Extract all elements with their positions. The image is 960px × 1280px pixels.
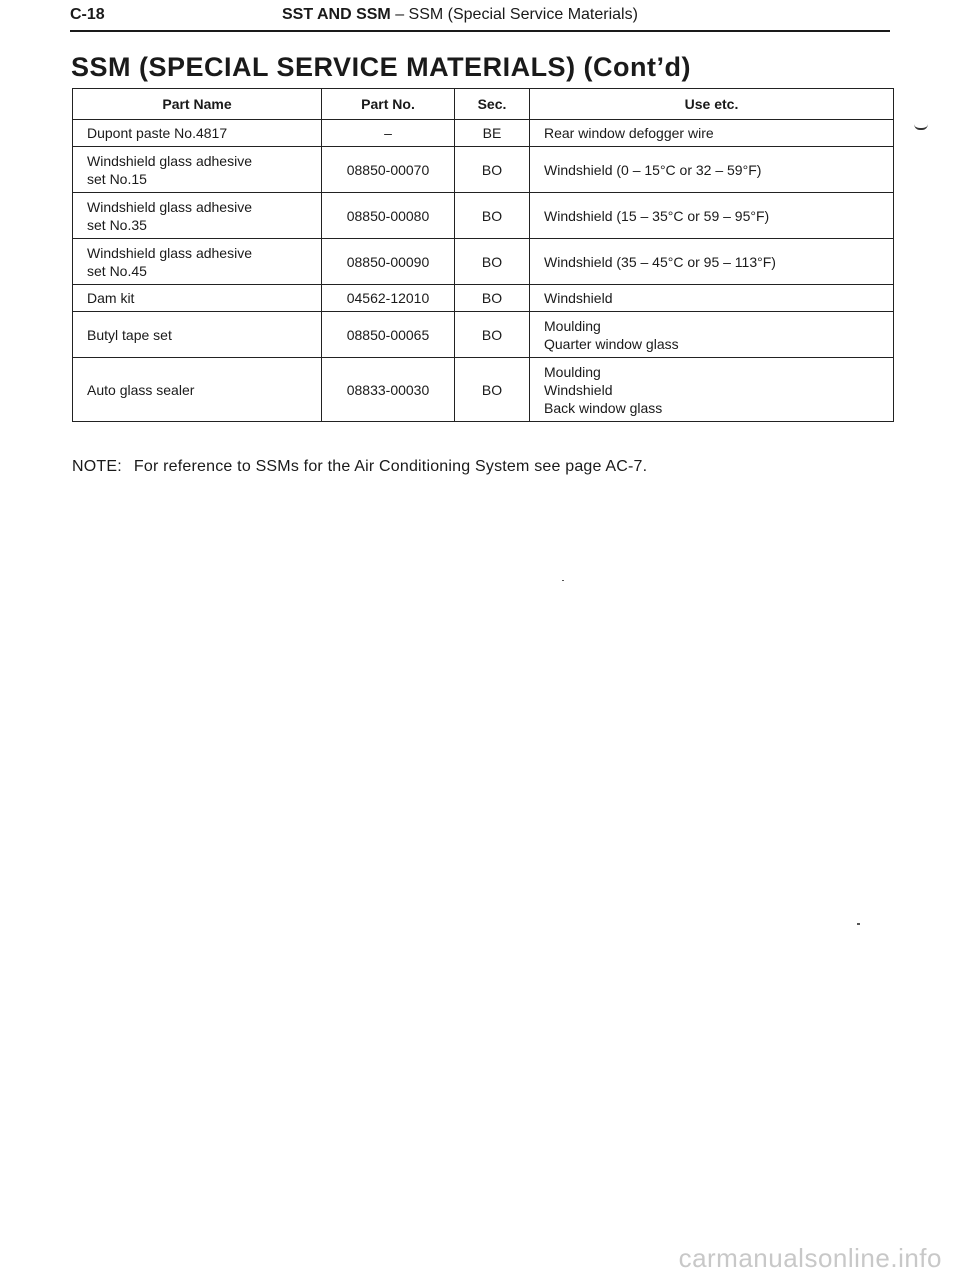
use-line: Windshield bbox=[544, 381, 613, 398]
table-row bbox=[73, 239, 894, 285]
column-header-part-no: Part No. bbox=[322, 89, 455, 120]
sec-cell: BO bbox=[455, 358, 530, 422]
table-row bbox=[73, 312, 894, 358]
column-header-part-name: Part Name bbox=[73, 89, 322, 120]
table-row bbox=[73, 120, 894, 147]
watermark: carmanualsonline.info bbox=[678, 1243, 942, 1273]
part-name-cell bbox=[73, 285, 322, 312]
column-header-sec: Sec. bbox=[455, 89, 530, 120]
page-title: SSM (SPECIAL SERVICE MATERIALS) (Cont’d) bbox=[71, 52, 692, 82]
part-name-cell bbox=[73, 239, 322, 285]
sec-cell: BO bbox=[455, 193, 530, 239]
part-name-line: Auto glass sealer bbox=[87, 381, 195, 398]
part-no-cell: 08850-00090 bbox=[322, 239, 455, 285]
column-header-use: Use etc. bbox=[530, 89, 894, 120]
table-row bbox=[73, 358, 894, 422]
part-name-cell bbox=[73, 147, 322, 193]
use-line: Windshield (15 – 35°C or 59 – 95°F) bbox=[544, 207, 770, 224]
part-name-line: Dam kit bbox=[87, 290, 135, 306]
use-cell bbox=[530, 285, 894, 312]
part-name-line: Windshield glass adhesive bbox=[87, 152, 252, 169]
part-name-cell bbox=[73, 193, 322, 239]
part-name-line: Dupont paste No.4817 bbox=[87, 125, 228, 141]
page-header bbox=[70, 4, 890, 32]
use-line: Back window glass bbox=[544, 399, 663, 416]
use-cell bbox=[530, 239, 894, 285]
table-row bbox=[73, 193, 894, 239]
part-name-cell bbox=[73, 312, 322, 358]
table-row bbox=[73, 147, 894, 193]
running-title-rest: – SSM (Special Service Materials) bbox=[390, 6, 638, 23]
use-line: Windshield bbox=[544, 290, 613, 306]
part-name-line: set No.15 bbox=[87, 170, 147, 187]
running-title-bold: SST AND SSM bbox=[282, 6, 391, 23]
page-number: C-18 bbox=[70, 6, 105, 23]
scan-speck bbox=[857, 923, 860, 925]
table-row bbox=[73, 285, 894, 312]
sec-cell: BO bbox=[455, 147, 530, 193]
use-cell bbox=[530, 120, 894, 147]
use-line: Windshield (35 – 45°C or 95 – 113°F) bbox=[544, 253, 776, 270]
part-no-cell: 08850-00070 bbox=[322, 147, 455, 193]
part-no-cell: 08850-00080 bbox=[322, 193, 455, 239]
part-name-line: set No.45 bbox=[87, 262, 147, 279]
use-line: Moulding bbox=[544, 363, 601, 380]
margin-mark bbox=[914, 124, 928, 130]
use-line: Moulding bbox=[544, 317, 601, 334]
ssm-table bbox=[72, 88, 894, 422]
note-text: For reference to SSMs for the Air Conditioning System see page AC-7. bbox=[133, 458, 648, 475]
note-label: NOTE: bbox=[72, 458, 122, 475]
part-no-cell: 08850-00065 bbox=[322, 312, 455, 358]
sec-cell: BE bbox=[455, 120, 530, 147]
use-cell bbox=[530, 312, 894, 358]
scan-speck bbox=[562, 580, 564, 581]
use-cell bbox=[530, 358, 894, 422]
part-name-line: Windshield glass adhesive bbox=[87, 244, 252, 261]
sec-cell: BO bbox=[455, 285, 530, 312]
part-name-cell bbox=[73, 120, 322, 147]
part-name-line: Butyl tape set bbox=[87, 326, 172, 343]
sec-cell: BO bbox=[455, 312, 530, 358]
use-line: Windshield (0 – 15°C or 32 – 59°F) bbox=[544, 161, 762, 178]
sec-cell: BO bbox=[455, 239, 530, 285]
use-cell bbox=[530, 147, 894, 193]
part-name-line: Windshield glass adhesive bbox=[87, 198, 252, 215]
use-line: Rear window defogger wire bbox=[544, 125, 714, 141]
use-cell bbox=[530, 193, 894, 239]
running-title bbox=[282, 6, 638, 24]
part-no-cell: 04562-12010 bbox=[322, 285, 455, 312]
part-no-cell: – bbox=[322, 120, 455, 147]
part-no-cell: 08833-00030 bbox=[322, 358, 455, 422]
part-name-cell bbox=[73, 358, 322, 422]
reference-note bbox=[72, 458, 647, 476]
part-name-line: set No.35 bbox=[87, 216, 147, 233]
table-header-row bbox=[73, 89, 894, 120]
use-line: Quarter window glass bbox=[544, 335, 679, 352]
